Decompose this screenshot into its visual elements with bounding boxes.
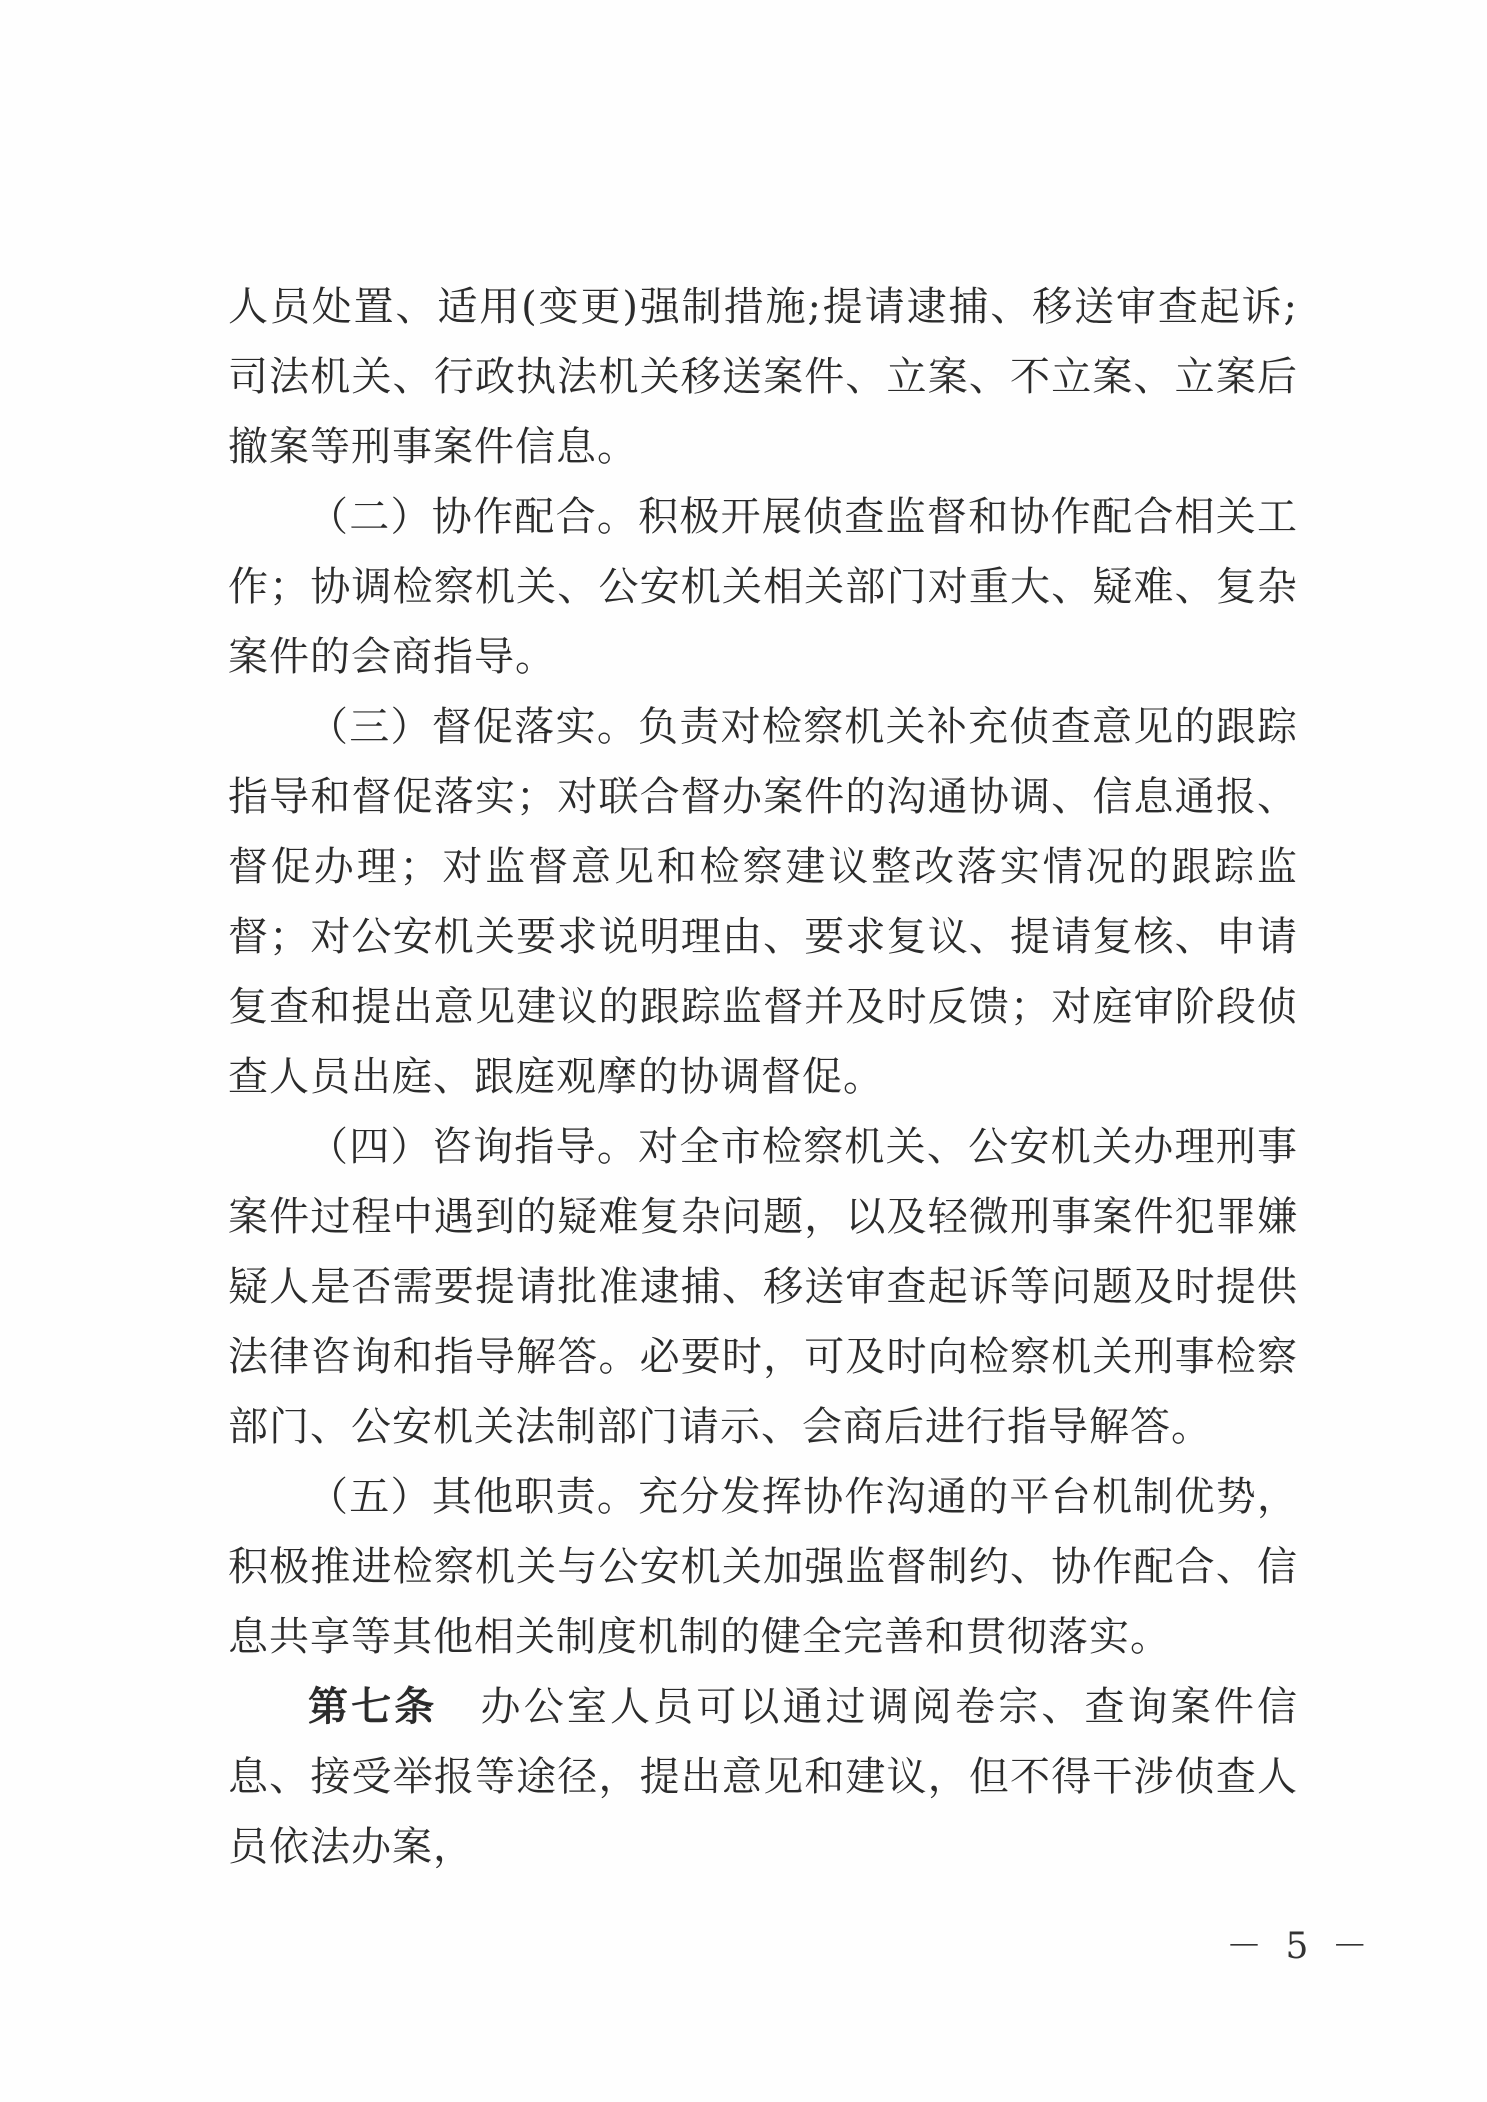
- paragraph-supervision: （三）督促落实。负责对检察机关补充侦查意见的跟踪指导和督促落实；对联合督办案件的沟通协调、信息通报、督促办理；对监督意见和检察建议整改落实情况的跟踪监督；对公安机关要求说明理由、要求复议、提请复核、申请复查和提出意见建议的跟踪监督并及时反馈；对庭审阶段侦查人员出庭、跟庭观摩的协调督促。: [228, 704, 1298, 1100]
- document-body: [228, 272, 1298, 1882]
- article-7-heading: 第七条: [308, 1684, 438, 1730]
- article-7-spacer: [437, 1684, 478, 1730]
- article-7-text: 办公室人员可以通过调阅卷宗、查询案件信息、接受举报等途径，提出意见和建议，但不得干涉侦查人员依法办案，: [228, 1684, 1299, 1870]
- article-7: [228, 1672, 1298, 1882]
- paragraph-cooperation: （二）协作配合。积极开展侦查监督和协作配合相关工作；协调检察机关、公安机关相关部门对重大、疑难、复杂案件的会商指导。: [228, 494, 1298, 680]
- paragraph-other-duties: （五）其他职责。充分发挥协作沟通的平台机制优势，积极推进检察机关与公安机关加强监督制约、协作配合、信息共享等其他相关制度机制的健全完善和贯彻落实。: [228, 1474, 1298, 1660]
- page-number: － 5 －: [1226, 1926, 1374, 1967]
- paragraph-consultation: （四）咨询指导。对全市检察机关、公安机关办理刑事案件过程中遇到的疑难复杂问题，以及轻微刑事案件犯罪嫌疑人是否需要提请批准逮捕、移送审查起诉等问题及时提供法律咨询和指导解答。必要时，可及时向检察机关刑事检察部门、公安机关法制部门请示、会商后进行指导解答。: [228, 1124, 1298, 1450]
- paragraph-continuation: 人员处置、适用(变更)强制措施;提请逮捕、移送审查起诉;司法机关、行政执法机关移送案件、立案、不立案、立案后撤案等刑事案件信息。: [228, 284, 1298, 470]
